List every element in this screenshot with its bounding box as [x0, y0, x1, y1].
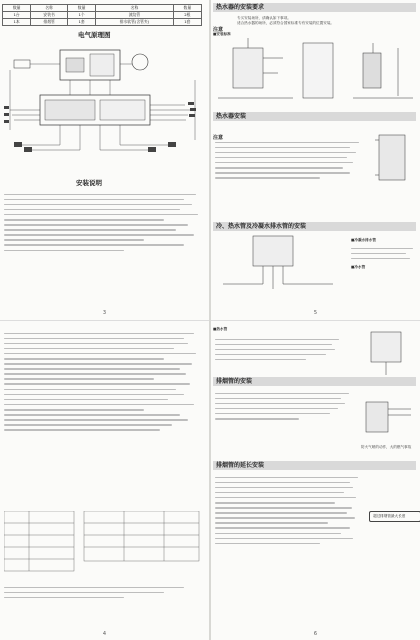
parts-table: [2, 4, 202, 26]
section-header: 热水器安装: [213, 112, 416, 121]
page-3: [0, 0, 209, 320]
section-header: 冷、热水管及冷凝水排水管的安装: [213, 222, 416, 231]
table-header: 数量: [3, 5, 31, 12]
page-number: 3: [102, 310, 107, 316]
wiring-title: 电气原理图: [78, 31, 111, 39]
table-cell: 2根: [173, 12, 201, 19]
table-cell: 波纹管: [96, 12, 173, 19]
table-header: 数量: [67, 5, 95, 12]
vent-ext-lines: [215, 473, 365, 548]
section-header: 排烟管的安装: [213, 377, 416, 386]
vent-text-lines: [215, 389, 355, 423]
warning-text: 防火气喷的动作，大的燃气事故: [361, 445, 412, 449]
note-label: 注意: [213, 27, 224, 33]
table-cell: 1套: [67, 19, 95, 26]
note-block: [213, 16, 416, 35]
table-header: 名称: [31, 5, 68, 12]
side-note: 超过排烟管最大长度: [369, 511, 420, 522]
page-6: [211, 320, 420, 640]
std-label: ■安装标准: [213, 32, 231, 36]
page-number: 5: [313, 310, 318, 316]
install-diagram: [213, 38, 417, 110]
cold-pipe-label: ■冷水管: [351, 265, 366, 269]
left-page: [0, 0, 209, 640]
install-steps-lines: [215, 138, 365, 182]
note-text: 专买安装场所，请确认如下事项。: [237, 16, 291, 20]
wiring-diagram: [0, 40, 209, 175]
caution-label: 注意: [213, 135, 224, 141]
page-4: [0, 320, 209, 640]
pipe-diagram: [213, 234, 343, 294]
table-cell: 1本: [3, 19, 31, 26]
table-cell: 排水软管(含管夹): [96, 19, 173, 26]
table-cell: 1套: [173, 19, 201, 26]
hot-pipe-lines: [215, 335, 345, 364]
gas-valve-diagram: [361, 327, 417, 377]
table-header: 名称: [96, 5, 173, 12]
page4-text-lines: [4, 329, 204, 434]
note-text-2: 适合热水器的场所，必须符合国家标准专有安装的位置安装。: [237, 21, 335, 25]
page-5: [211, 0, 420, 320]
table-cell: 安装书: [31, 12, 68, 19]
table-cell: 排烟管: [31, 19, 68, 26]
bracket-diagram: [369, 130, 417, 185]
table-cell: 1个: [67, 12, 95, 19]
install-text-lines: [4, 190, 204, 255]
pipe-length-table: [4, 511, 204, 581]
table-header: 数量: [173, 5, 201, 12]
table-row: [3, 5, 202, 12]
table-cell: 1台: [3, 12, 31, 19]
right-page: [211, 0, 420, 640]
cold-water-label: ■冷凝水排水管: [351, 238, 376, 242]
table-row: [3, 19, 202, 26]
hot-pipe-label: ■热水管: [213, 327, 228, 331]
install-title: 安装说明: [76, 179, 102, 187]
vent-diagram: [361, 387, 417, 442]
cold-text-lines: [351, 244, 416, 263]
section-header: 排烟管的延长安装: [213, 461, 416, 470]
page4-footer-lines: [4, 583, 204, 602]
page-number: 6: [313, 631, 318, 637]
table-row: [3, 12, 202, 19]
page-number: 4: [102, 631, 107, 637]
section-header: 热水器的安装要求: [213, 3, 416, 12]
